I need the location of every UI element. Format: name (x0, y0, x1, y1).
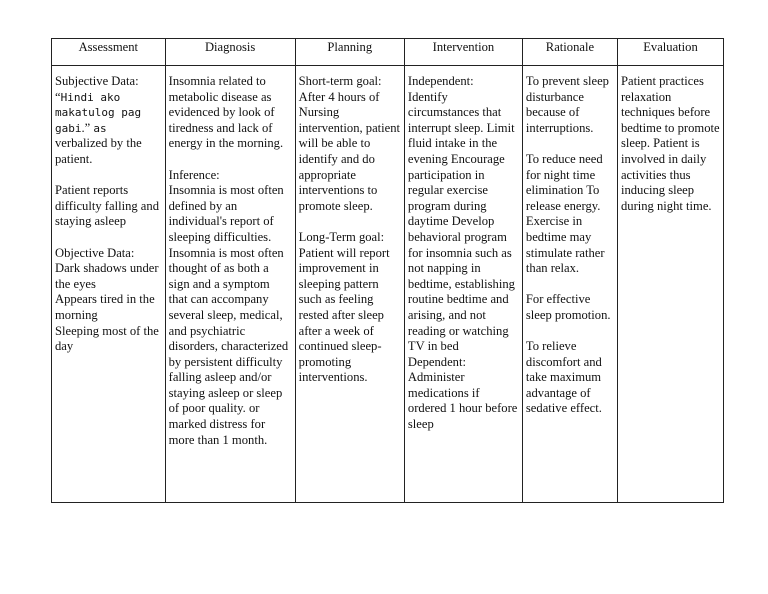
long-term-goal: Long-Term goal: Patient will report improvement in sleeping pattern such as feeling rested after sleep after a week of continued sleep-promoting interventions. (298, 229, 390, 385)
patient-quote (55, 90, 141, 135)
rationale-item: To relieve discomfort and take maximum advantage of sedative effect. (525, 339, 602, 416)
header-assessment: Assessment (52, 39, 166, 66)
short-term-goal: Short-term goal: After 4 hours of Nursing intervention, patient will be able to identify and do appropriate interventions to promote sleep. (298, 74, 401, 213)
header-planning: Planning (295, 39, 404, 66)
verbalized-text: verbalized by the patient. (55, 136, 142, 166)
rationale-item: To prevent sleep disturbance because of interruptions. (525, 74, 609, 135)
quote-text-c: gabi (55, 121, 82, 135)
nursing-care-plan-table (51, 38, 724, 503)
spacer (299, 214, 401, 230)
subjective-data-label: Subjective Data: (55, 74, 139, 88)
spacer (55, 230, 162, 246)
objective-data-label: Objective Data: (55, 245, 135, 260)
header-rationale: Rationale (522, 39, 617, 66)
cell-evaluation (617, 66, 723, 503)
header-intervention: Intervention (404, 39, 522, 66)
header-diagnosis: Diagnosis (165, 39, 295, 66)
cell-assessment (52, 66, 166, 503)
objective-item: Appears tired in the morning (55, 292, 155, 322)
cell-planning (295, 66, 404, 503)
rationale-item: For effective sleep promotion. (525, 292, 611, 322)
quote-open: “ (55, 89, 61, 104)
spacer (526, 277, 614, 293)
quote-as: as (93, 121, 107, 135)
quote-text-b: makatulog pag (55, 106, 142, 120)
cell-diagnosis (165, 66, 295, 503)
spacer (526, 136, 614, 152)
inference-text: Insomnia is most often defined by an individual's report of sleeping difficulties. Insomnia is most often thought of as both a sign and a symptom that can accompany several sleep, medical, and psychiatric disorders, characterized by persistent difficulty falling asleep and/or staying asleep or sleep of poor quality. or marked distress for more than 1 month. (168, 183, 289, 447)
table-header-row (52, 39, 724, 66)
diagnosis-main: Insomnia related to metabolic disease as evidenced by look of tiredness and lack of energy in the morning. (168, 74, 284, 151)
independent-text: Identify circumstances that interrupt sleep. Limit fluid intake in the evening Encourage participation in regular exercise program during daytime Develop behavioral program for insomnia such as not napping in bedtime, establishing routine bedtime and arising, and not reading or watching TV in bed (407, 89, 515, 354)
inference-label: Inference: (168, 167, 220, 182)
evaluation-text: Patient practices relaxation techniques before bedtime to promote sleep. Patient is involved in daily activities thus inducing sleep during night time. (620, 74, 720, 213)
quote-close: .” (81, 120, 94, 135)
objective-item: Sleeping most of the day (55, 323, 159, 354)
rationale-item: To reduce need for night time elimination To release energy. Exercise in bedtime may stimulate rather than relax. (525, 151, 605, 276)
dependent-label: Dependent: (407, 354, 466, 369)
quote-text-a: Hindi ako (60, 90, 121, 104)
dependent-text: Administer medications if ordered 1 hour before sleep (407, 370, 518, 432)
spacer (55, 168, 162, 184)
spacer (169, 152, 292, 168)
spacer (526, 324, 614, 340)
independent-label: Independent: (407, 74, 474, 88)
cell-intervention (404, 66, 522, 503)
patient-reports-text: Patient reports difficulty falling and staying asleep (55, 183, 159, 229)
objective-item: Dark shadows under the eyes (55, 261, 159, 291)
table-row (52, 66, 724, 503)
header-evaluation: Evaluation (617, 39, 723, 66)
cell-rationale (522, 66, 617, 503)
